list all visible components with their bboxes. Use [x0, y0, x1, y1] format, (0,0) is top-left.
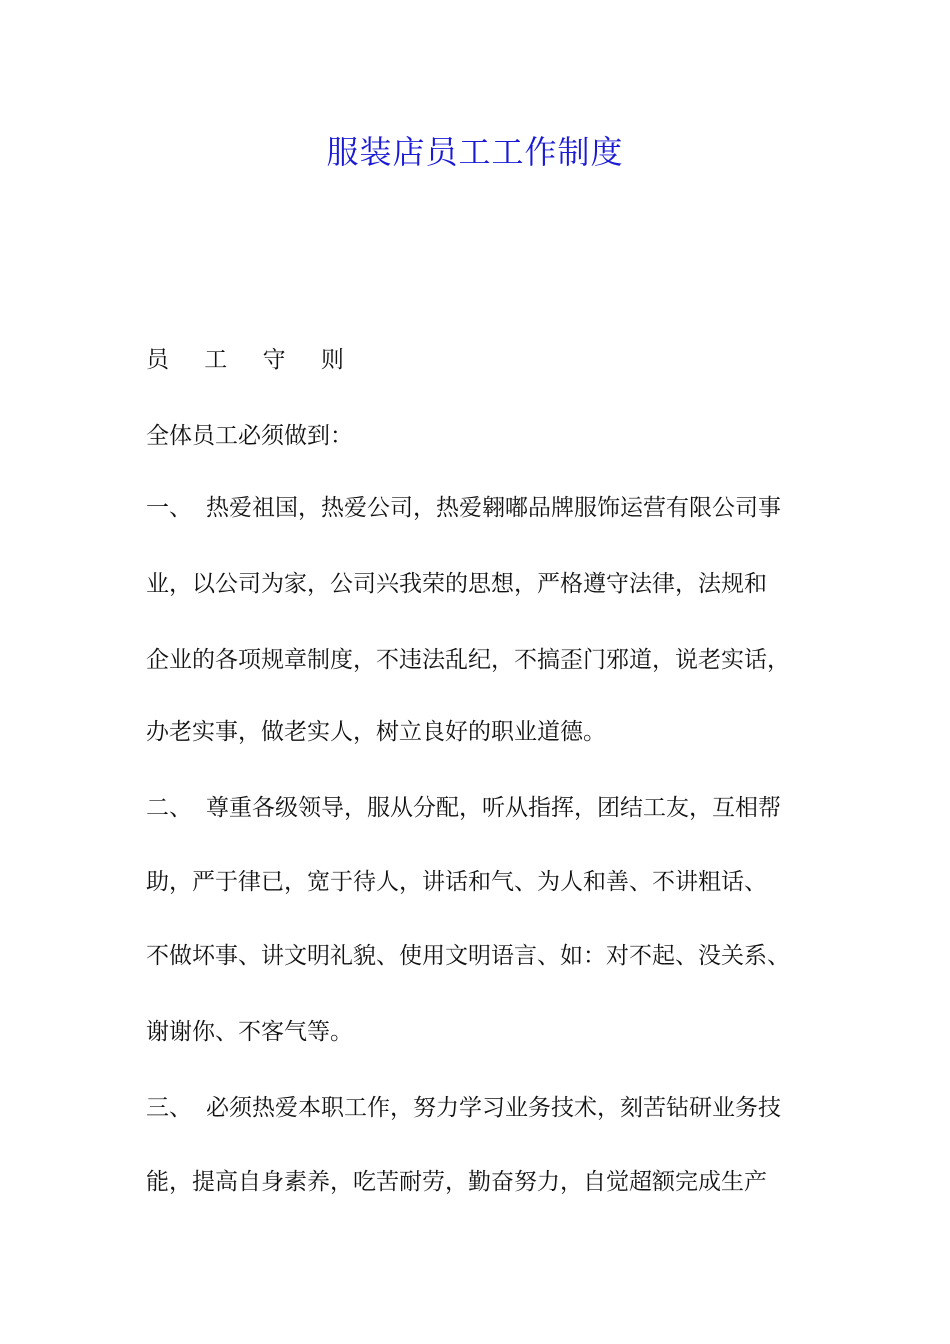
list-item-2-first-line: [146, 792, 781, 824]
list-item-3-first-line: [146, 1092, 781, 1124]
document-title: 服装店员工工作制度: [326, 133, 624, 171]
item-number: 二、: [146, 795, 192, 821]
section-heading: 员 工 守 则: [146, 347, 358, 373]
paragraph-line: 不做坏事、讲文明礼貌、使用文明语言、如：对不起、没关系、: [146, 943, 790, 969]
item-number: 三、: [146, 1095, 192, 1121]
list-item-1-first-line: [146, 492, 781, 524]
paragraph-line: 助，严于律已，宽于待人，讲话和气、为人和善、不讲粗话、: [146, 869, 767, 895]
item-text: 尊重各级领导，服从分配，听从指挥，团结工友，互相帮: [206, 795, 781, 821]
paragraph-line: 谢谢你、不客气等。: [146, 1019, 353, 1045]
item-number: 一、: [146, 495, 192, 521]
paragraph-line: 办老实事，做老实人，树立良好的职业道德。: [146, 719, 606, 745]
item-text: 必须热爱本职工作，努力学习业务技术，刻苦钻研业务技: [206, 1095, 781, 1121]
item-text: 热爱祖国，热爱公司，热爱翱嘟品牌服饰运营有限公司事: [206, 495, 781, 521]
paragraph-line: 能，提高自身素养，吃苦耐劳，勤奋努力，自觉超额完成生产: [146, 1169, 767, 1195]
intro-text: 全体员工必须做到：: [146, 423, 353, 449]
paragraph-line: 企业的各项规章制度，不违法乱纪，不搞歪门邪道，说老实话，: [146, 647, 790, 673]
paragraph-line: 业，以公司为家，公司兴我荣的思想，严格遵守法律，法规和: [146, 571, 767, 597]
